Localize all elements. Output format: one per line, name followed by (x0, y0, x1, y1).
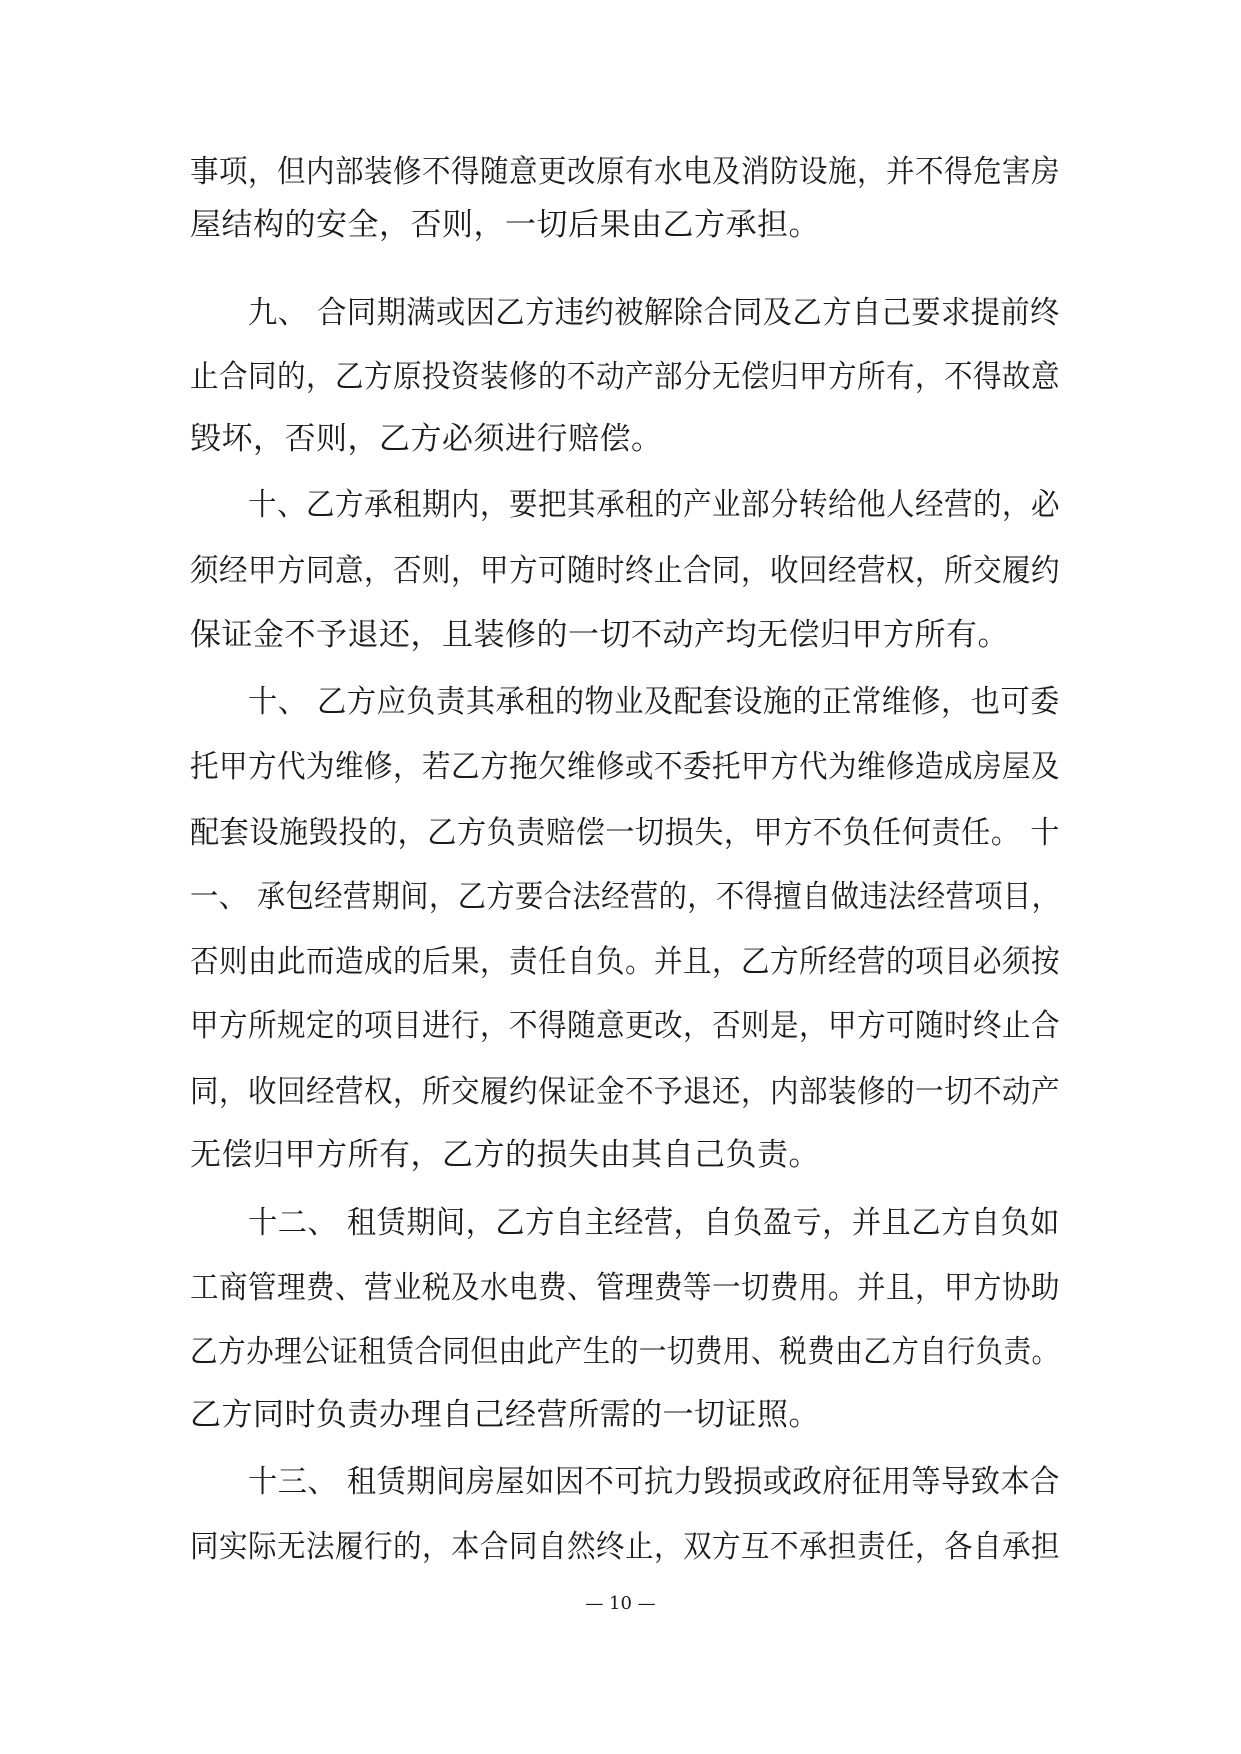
text-line: 否则由此而造成的后果，责任自负。并且，乙方所经营的项目必须按 (190, 944, 1060, 980)
text-line: 配套设施毁投的，乙方负责赔偿一切损失，甲方不负任何责任。 十 (190, 815, 1060, 851)
text-line: 屋结构的安全，否则，一切后果由乙方承担。 (190, 207, 820, 243)
text-line: 保证金不予退还，且装修的一切不动产均无偿归甲方所有。 (190, 617, 1009, 653)
text-line: 毁坏，否则，乙方必须进行赔偿。 (190, 421, 663, 457)
text-line: 一、 承包经营期间，乙方要合法经营的，不得擅自做违法经营项目， (190, 879, 1061, 915)
text-line: 同实际无法履行的，本合同自然终止，双方互不承担责任，各自承担 (190, 1529, 1060, 1565)
text-line: 无偿归甲方所有，乙方的损失由其自己负责。 (190, 1137, 820, 1173)
text-line: 事项，但内部装修不得随意更改原有水电及消防设施，并不得危害房 (190, 154, 1060, 190)
text-line: 十、乙方承租期内，要把其承租的产业部分转给他人经营的，必 (248, 487, 1060, 523)
text-line: 乙方同时负责办理自己经营所需的一切证照。 (190, 1397, 820, 1433)
text-line: 十三、 租赁期间房屋如因不可抗力毁损或政府征用等导致本合 (248, 1464, 1060, 1500)
text-line: 甲方所规定的项目进行，不得随意更改，否则是，甲方可随时终止合 (190, 1008, 1060, 1044)
text-line: 托甲方代为维修，若乙方拖欠维修或不委托甲方代为维修造成房屋及 (190, 749, 1060, 785)
text-line: 止合同的，乙方原投资装修的不动产部分无偿归甲方所有，不得故意 (190, 359, 1060, 395)
page-number: — 10 — (585, 1593, 656, 1614)
text-line: 十二、 租赁期间，乙方自主经营，自负盈亏，并且乙方自负如 (248, 1205, 1060, 1241)
text-line: 十、 乙方应负责其承租的物业及配套设施的正常维修，也可委 (248, 684, 1060, 720)
text-line: 乙方办理公证租赁合同但由此产生的一切费用、税费由乙方自行负责。 (190, 1334, 1060, 1370)
text-line: 同，收回经营权，所交履约保证金不予退还，内部装修的一切不动产 (190, 1074, 1060, 1110)
text-line: 九、 合同期满或因乙方违约被解除合同及乙方自己要求提前终 (248, 295, 1060, 331)
text-line: 须经甲方同意，否则，甲方可随时终止合同，收回经营权，所交履约 (190, 553, 1060, 589)
text-line: 工商管理费、营业税及水电费、管理费等一切费用。并且，甲方协助 (190, 1270, 1060, 1306)
